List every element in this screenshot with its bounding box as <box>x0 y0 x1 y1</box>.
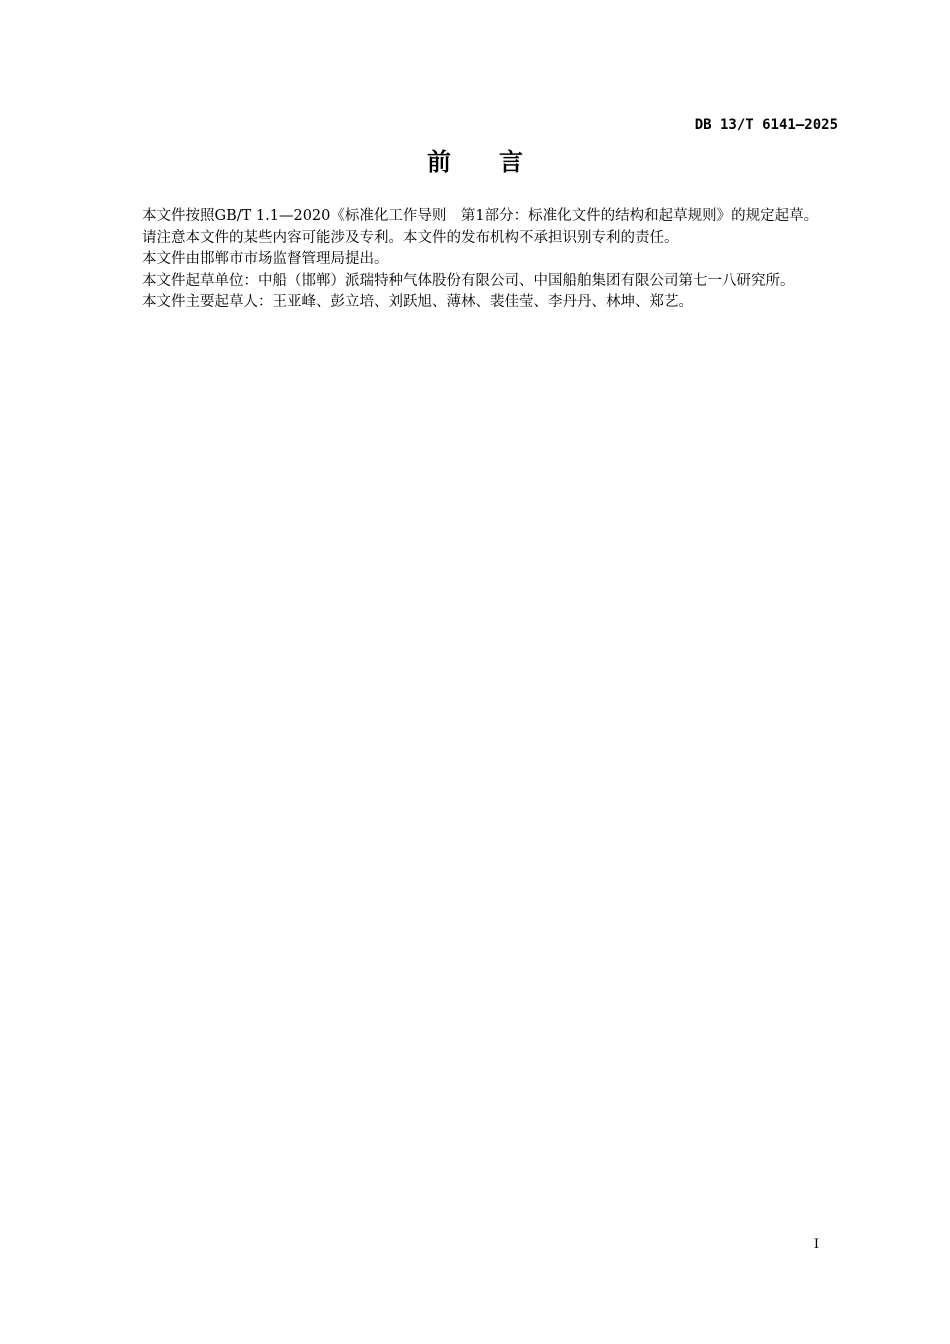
paragraph-drafters: 本文件主要起草人：王亚峰、彭立培、刘跃旭、薄林、裴佳莹、李丹丹、林坤、郑艺。 <box>142 294 693 310</box>
paragraph-patent-notice: 请注意本文件的某些内容可能涉及专利。本文件的发布机构不承担识别专利的责任。 <box>142 229 679 246</box>
foreword-body <box>113 206 838 314</box>
page-number: I <box>813 1237 819 1252</box>
paragraph-drafting-rules: 本文件按照GB/T 1.1—2020《标准化工作导则 第1部分：标准化文件的结构和起草规则》的规定起草。 <box>142 208 819 224</box>
page-title: 前言 <box>427 148 571 176</box>
paragraph-proposer: 本文件由邯郸市市场监督管理局提出。 <box>142 251 389 267</box>
document-code: DB 13/T 6141—2025 <box>694 117 838 133</box>
paragraph-drafting-units: 本文件起草单位：中船（邯郸）派瑞特种气体股份有限公司、中国船舶集团有限公司第七一八研究所。 <box>142 272 795 289</box>
